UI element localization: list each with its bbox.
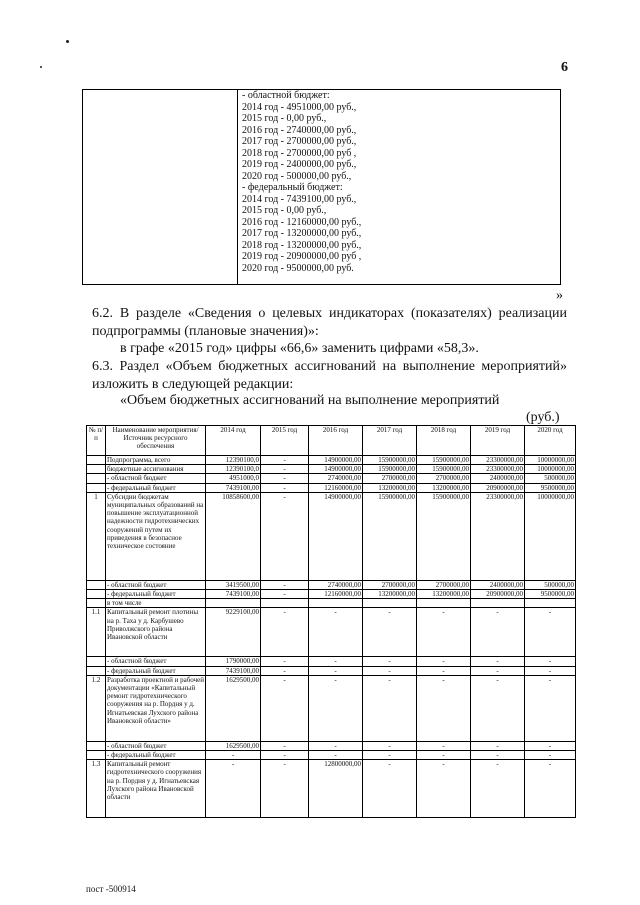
row-value: 13200000,00 [417,483,471,492]
row-label: - областной бюджет [106,474,206,483]
row-value: 20900000,00 [471,483,525,492]
row-number: 1 [87,492,106,580]
row-value: - [261,465,309,474]
funding-line: 2019 год - 2400000,00 руб., [242,159,357,170]
scan-dot [66,40,69,43]
row-value: 2740000,00 [309,474,363,483]
row-value: - [417,760,471,818]
row-value: 12160000,00 [309,483,363,492]
table-row [87,657,576,666]
table-row [87,675,576,741]
budget-table [86,425,576,818]
row-value [525,599,576,608]
column-header: 2015 год [261,426,309,456]
row-label: - областной бюджет [106,657,206,666]
row-number: 1.3 [87,760,106,818]
table-row [87,580,576,589]
table-row [87,456,576,465]
row-value [309,599,363,608]
row-value: 1629500,00 [206,741,261,750]
row-value: 500000,00 [525,474,576,483]
row-value: 2400000,00 [471,474,525,483]
row-value: - [261,741,309,750]
table-row [87,666,576,675]
row-label: - федеральный бюджет [106,751,206,760]
row-value: 10000000,00 [525,456,576,465]
funding-line: 2016 год - 12160000,00 руб., [242,216,362,228]
funding-lines [242,90,361,274]
column-header: 2017 год [363,426,417,456]
table-title: «Объем бюджетных ассигнований на выполнение мероприятий [120,393,500,408]
row-value: 13200000,00 [363,483,417,492]
funding-line: 2016 год - 2740000,00 руб., [242,124,357,136]
funding-line: 2015 год - 0,00 руб., [242,205,327,216]
row-number [87,666,106,675]
row-value: - [261,760,309,818]
row-value: 2400000,00 [471,580,525,589]
funding-line: - областной бюджет: [242,90,330,101]
row-value: - [206,760,261,818]
row-value: - [471,675,525,741]
row-value: 4951000,0 [206,474,261,483]
row-value: - [525,666,576,675]
row-value: 15900000,00 [417,456,471,465]
box-divider [237,90,238,284]
funding-line: 2017 год - 2700000,00 руб., [242,136,357,147]
row-value: 13200000,00 [417,590,471,599]
row-number: 1.1 [87,608,106,657]
row-number: 1.2 [87,675,106,741]
row-label: Субсидии бюджетам муниципальных образований на повышение эксплуатационной надежности гидротехнических сооружений путем их приведения в безопасное техническое состояние [106,492,206,580]
row-value: 15900000,00 [363,465,417,474]
row-value: 2700000,00 [417,580,471,589]
paragraph-6-2: 6.2. В разделе «Сведения о целевых индикаторах (показателях) реализации подпрограммы (плановые значения)»: [92,306,567,339]
row-value: 12390100,0 [206,465,261,474]
column-header: 2016 год [309,426,363,456]
row-number [87,741,106,750]
row-value: 7439100,00 [206,590,261,599]
table-row [87,590,576,599]
funding-line: 2017 год - 13200000,00 руб., [242,228,362,239]
row-value: - [261,590,309,599]
row-label: бюджетные ассигнования [106,465,206,474]
column-header: № п/п [87,426,106,456]
row-label: - областной бюджет [106,580,206,589]
row-value: - [471,608,525,657]
row-number [87,751,106,760]
row-value: - [309,608,363,657]
row-value: 15900000,00 [417,492,471,580]
row-value: - [417,751,471,760]
row-value: - [261,483,309,492]
row-value [206,599,261,608]
row-value: - [417,657,471,666]
row-value [471,599,525,608]
row-value: - [261,666,309,675]
column-header: 2018 год [417,426,471,456]
row-label: - федеральный бюджет [106,483,206,492]
funding-line: 2019 год - 20900000,00 руб , [242,251,362,262]
row-value: 15900000,00 [417,465,471,474]
unit-label: (руб.) [526,410,560,425]
table-body [87,456,576,818]
row-value: - [471,657,525,666]
row-value: - [309,741,363,750]
row-value: - [261,474,309,483]
row-value: 23300000,00 [471,492,525,580]
page-number: 6 [561,60,568,75]
row-value: 20900000,00 [471,590,525,599]
row-value: - [417,666,471,675]
row-value: - [417,741,471,750]
row-value: 23300000,00 [471,465,525,474]
row-value: 12800000,00 [309,760,363,818]
row-value: 10000000,00 [525,492,576,580]
row-label: - федеральный бюджет [106,590,206,599]
row-number [87,580,106,589]
funding-line: 2018 год - 2700000,00 руб , [242,147,357,159]
row-value: 9500000,00 [525,483,576,492]
table-row [87,492,576,580]
row-value: - [417,675,471,741]
table-row [87,465,576,474]
funding-line: 2020 год - 500000,00 руб., [242,170,352,182]
row-value: - [471,741,525,750]
row-value: - [309,675,363,741]
row-value: - [363,751,417,760]
row-label: Капитальный ремонт гидротехнического сооружения на р. Пордня у д. Игнатьевская Лухского района Ивановской области [106,760,206,818]
funding-line: 2018 год - 13200000,00 руб., [242,239,362,251]
column-header: 2020 год [525,426,576,456]
table-header-row [87,426,576,456]
row-value: 1629500,00 [206,675,261,741]
row-value: 3419500,00 [206,580,261,589]
row-value: 14900000,00 [309,456,363,465]
row-value: - [363,675,417,741]
row-value: 1790000,00 [206,657,261,666]
row-value: 10858600,00 [206,492,261,580]
row-value: - [471,760,525,818]
row-value: - [261,675,309,741]
funding-line: 2015 год - 0,00 руб., [242,113,327,124]
row-label: - федеральный бюджет [106,666,206,675]
row-value: 15900000,00 [363,456,417,465]
funding-line: - федеральный бюджет: [242,182,343,193]
row-value: - [261,608,309,657]
row-value: 15900000,00 [363,492,417,580]
row-value: 2700000,00 [417,474,471,483]
funding-box [82,89,561,285]
row-number [87,456,106,465]
column-header: Наименование мероприятия/Источник ресурсного обеспечения [106,426,206,456]
row-number [87,465,106,474]
row-value: 12390100,0 [206,456,261,465]
row-label: в том числе [106,599,206,608]
row-value: - [417,608,471,657]
row-value: - [363,657,417,666]
row-value: 2700000,00 [363,580,417,589]
row-value: 500000,00 [525,580,576,589]
row-label: Разработка проектной и рабочей документации «Капитальный ремонт гидротехнического сооружения на р. Пордня у д. Игнатьевская Лухского района Ивановской области» [106,675,206,741]
row-value: - [471,751,525,760]
table-row [87,608,576,657]
row-number [87,474,106,483]
row-label: - областной бюджет [106,741,206,750]
row-value: - [525,741,576,750]
row-value: 9500000,00 [525,590,576,599]
row-value: - [525,675,576,741]
row-value: - [363,741,417,750]
paragraph-6-3: 6.3. Раздел «Объем бюджетных ассигнований на выполнение мероприятий» изложить в следующей редакции: [92,359,567,392]
table-row [87,599,576,608]
row-value [261,599,309,608]
table-row [87,741,576,750]
footer-code: пост -500914 [86,884,136,894]
row-label: Подпрограмма, всего [106,456,206,465]
row-value: - [261,456,309,465]
funding-line: 2014 год - 7439100,00 руб., [242,193,357,205]
funding-line: 2014 год - 4951000,00 руб., [242,101,357,113]
row-value: 7439100,00 [206,666,261,675]
row-value: - [363,760,417,818]
row-value: 2740000,00 [309,580,363,589]
table-row [87,760,576,818]
row-value: 14900000,00 [309,465,363,474]
row-value: - [363,608,417,657]
paragraph-6-2-change: в графе «2015 год» цифры «66,6» заменить цифрами «58,3». [120,341,479,356]
row-value: - [525,657,576,666]
row-value: 9229100,00 [206,608,261,657]
row-value: - [363,666,417,675]
column-header: 2014 год [206,426,261,456]
row-value: 14900000,00 [309,492,363,580]
row-number [87,657,106,666]
row-label: Капитальный ремонт плотины на р. Таха у д. Карбушево Приволжского района Ивановской области [106,608,206,657]
table-row [87,751,576,760]
row-value [417,599,471,608]
row-number [87,483,106,492]
row-value: - [309,751,363,760]
row-number [87,590,106,599]
row-value: - [309,666,363,675]
row-value: - [261,580,309,589]
row-value: 2700000,00 [363,474,417,483]
column-header: 2019 год [471,426,525,456]
scan-dot [40,66,42,68]
funding-line: 2020 год - 9500000,00 руб. [242,262,354,274]
row-value: 12160000,00 [309,590,363,599]
row-value: - [261,751,309,760]
row-number [87,599,106,608]
row-value: - [261,492,309,580]
row-value: 10000000,00 [525,465,576,474]
row-value: - [309,657,363,666]
row-value: - [261,657,309,666]
table-row [87,483,576,492]
row-value: 13200000,00 [363,590,417,599]
table-row [87,474,576,483]
row-value: 7439100,00 [206,483,261,492]
row-value: - [525,760,576,818]
row-value: - [471,666,525,675]
row-value: - [206,751,261,760]
row-value [363,599,417,608]
row-value: - [525,608,576,657]
row-value: 23300000,00 [471,456,525,465]
closing-quote: » [556,288,563,303]
row-value: - [525,751,576,760]
